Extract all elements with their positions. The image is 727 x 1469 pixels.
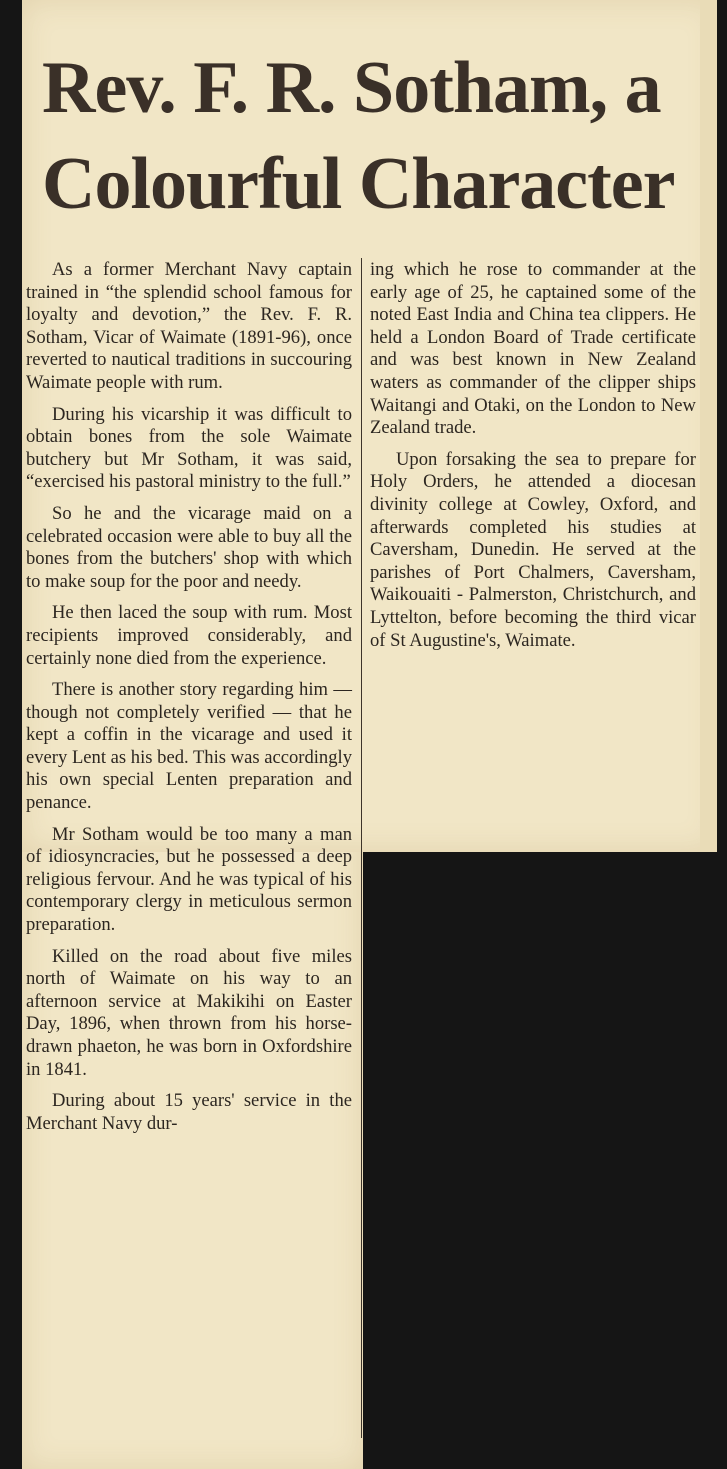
paragraph: As a former Merchant Navy captain trained in “the splendid school famous for loyalty and devotion,” the Rev. F. R. Sotham, Vicar of Waimate (1891-96), once reverted to nautical traditions in succouring Waimate people with rum. <box>26 259 352 393</box>
paragraph: There is another story regarding him — though not completely verified — that he kept a coffin in the vicarage and used it every Lent as his bed. This was accordingly his own special Lenten preparation and penance. <box>26 679 352 814</box>
paragraph: During his vicarship it was difficult to obtain bones from the sole Waimate butchery but Mr Sotham, it was said, “exercised his pastoral ministry to the full.” <box>26 403 352 493</box>
paragraph: Mr Sotham would be too many a man of idiosyncracies, but he possessed a deep religious fervour. And he was typical of his contemporary clergy in meticulous sermon preparation. <box>26 823 352 936</box>
clipping-edge <box>700 0 717 852</box>
paragraph: ing which he rose to commander at the early age of 25, he captained some of the noted East India and China tea clippers. He held a London Board of Trade certificate and was best known in New Zealand waters as commander of the clipper ships Waitangi and Otaki, on the London to New Zealand trade. <box>370 259 696 439</box>
paragraph: He then laced the soup with rum. Most recipients improved considerably, and certainly none died from the experience. <box>26 602 352 669</box>
article-headline: Rev. F. R. Sotham, a Colourful Character <box>42 47 675 225</box>
paragraph: So he and the vicarage maid on a celebrated occasion were able to buy all the bones from the butchers' shop with which to make soup for the poor and needy. <box>26 502 352 592</box>
paragraph: During about 15 years' service in the Merchant Navy dur- <box>26 1090 352 1134</box>
column-rule-left <box>361 258 362 1438</box>
paragraph: Upon forsaking the sea to prepare for Holy Orders, he attended a diocesan divinity college at Cowley, Oxford, and afterwards completed his studies at Caversham, Dunedin. He served at the parishes of Port Chalmers, Caversham, Waikouaiti - Palmerston, Christchurch, and Lyttelton, before becoming the third vicar of St Augustine's, Waimate. <box>370 448 696 651</box>
article-column-left <box>26 259 352 1144</box>
article-column-right <box>370 259 696 661</box>
paragraph: Killed on the road about five miles north of Waimate on his way to an afternoon service at Makikihi on Easter Day, 1896, when thrown from his horse-drawn phaeton, he was born in Oxfordshire in 1841. <box>26 945 352 1080</box>
